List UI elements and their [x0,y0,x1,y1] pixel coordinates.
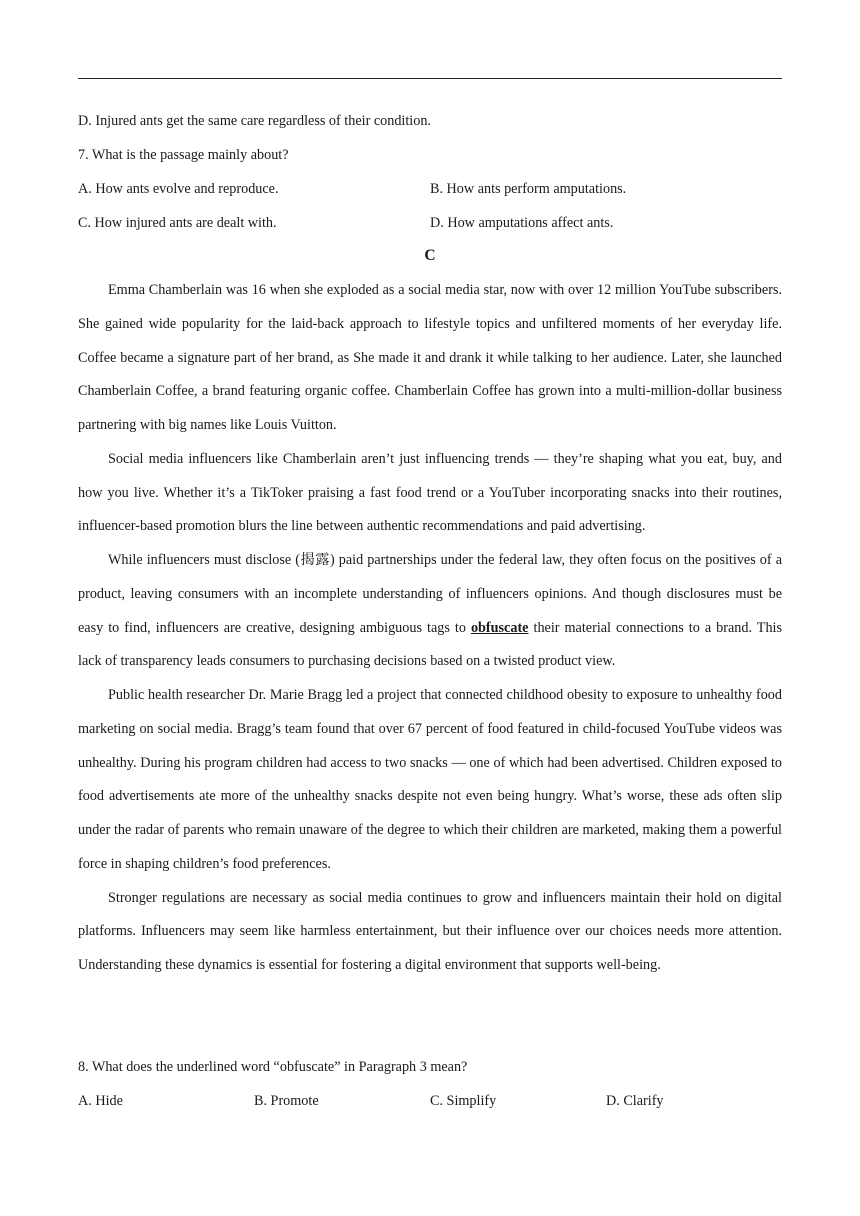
header-rule [78,78,782,79]
q7-option-b: B. How ants perform amputations. [430,181,627,197]
q8-option-a: A. Hide [78,1093,123,1109]
q7-question: 7. What is the passage mainly about? [78,147,289,163]
q8-option-b: B. Promote [254,1093,319,1109]
q7-option-d: D. How amputations affect ants. [430,215,614,231]
underlined-word: obfuscate [470,619,529,636]
q6-option-d: D. Injured ants get the same care regardless of their condition. [78,113,431,129]
paragraph-3-text-after: their material connections to a brand. This lack of transparency leads consumers to purchasing decisions based on a twisted product view. [78,619,782,670]
q7-option-a: A. How ants evolve and reproduce. [78,181,279,197]
paragraph-3 [78,544,782,679]
paragraph-1: Emma Chamberlain was 16 when she exploded as a social media star, now with over 12 million YouTube subscribers. She gained wide popularity for the laid-back approach to lifestyle topics and unfiltered moments of her everyday life. Coffee became a signature part of her brand, as She made it and drank it while talking to her audience. Later, she launched Chamberlain Coffee, a brand featuring organic coffee. Chamberlain Coffee has grown into a multi-million-dollar business partnering with big names like Louis Vuitton. [78,282,782,433]
paragraph-3-text-before: While influencers must disclose (揭露) paid partnerships under the federal law, they often focus on the positives of a product, leaving consumers with an incomplete understanding of influencers opinions. And though disclosures must be easy to find, influencers are creative, designing ambiguous tags to [78,552,782,636]
q8-question: 8. What does the underlined word “obfuscate” in Paragraph 3 mean? [78,1059,468,1075]
section-heading: C [424,247,436,264]
paragraph-5: Stronger regulations are necessary as social media continues to grow and influencers maintain their hold on digital platforms. Influencers may seem like harmless entertainment, but their influence over our choices needs more attention. Understanding these dynamics is essential for fostering a digital environment that supports well-being. [78,889,782,973]
passage [78,274,782,983]
paragraph-2: Social media influencers like Chamberlain aren’t just influencing trends — they’re shaping what you eat, buy, and how you live. Whether it’s a TikToker praising a fast food trend or a YouTuber incorporating snacks into their routines, influencer-based promotion blurs the line between authentic recommendations and paid advertising. [78,450,782,535]
q8-option-c: C. Simplify [430,1093,497,1109]
q7-option-c: C. How injured ants are dealt with. [78,215,277,231]
q8-option-d: D. Clarify [606,1093,664,1109]
paragraph-4: Public health researcher Dr. Marie Bragg led a project that connected childhood obesity to exposure to unhealthy food marketing on social media. Bragg’s team found that over 67 percent of food featured in child-focused YouTube videos was unhealthy. During his program children had access to two snacks — one of which had been advertised. Children exposed to food advertisements ate more of the unhealthy snacks despite not even being hungry. What’s worse, these ads often slip under the radar of parents who remain unaware of the degree to which their children are marketed, making them a powerful force in shaping children’s food preferences. [78,687,782,872]
